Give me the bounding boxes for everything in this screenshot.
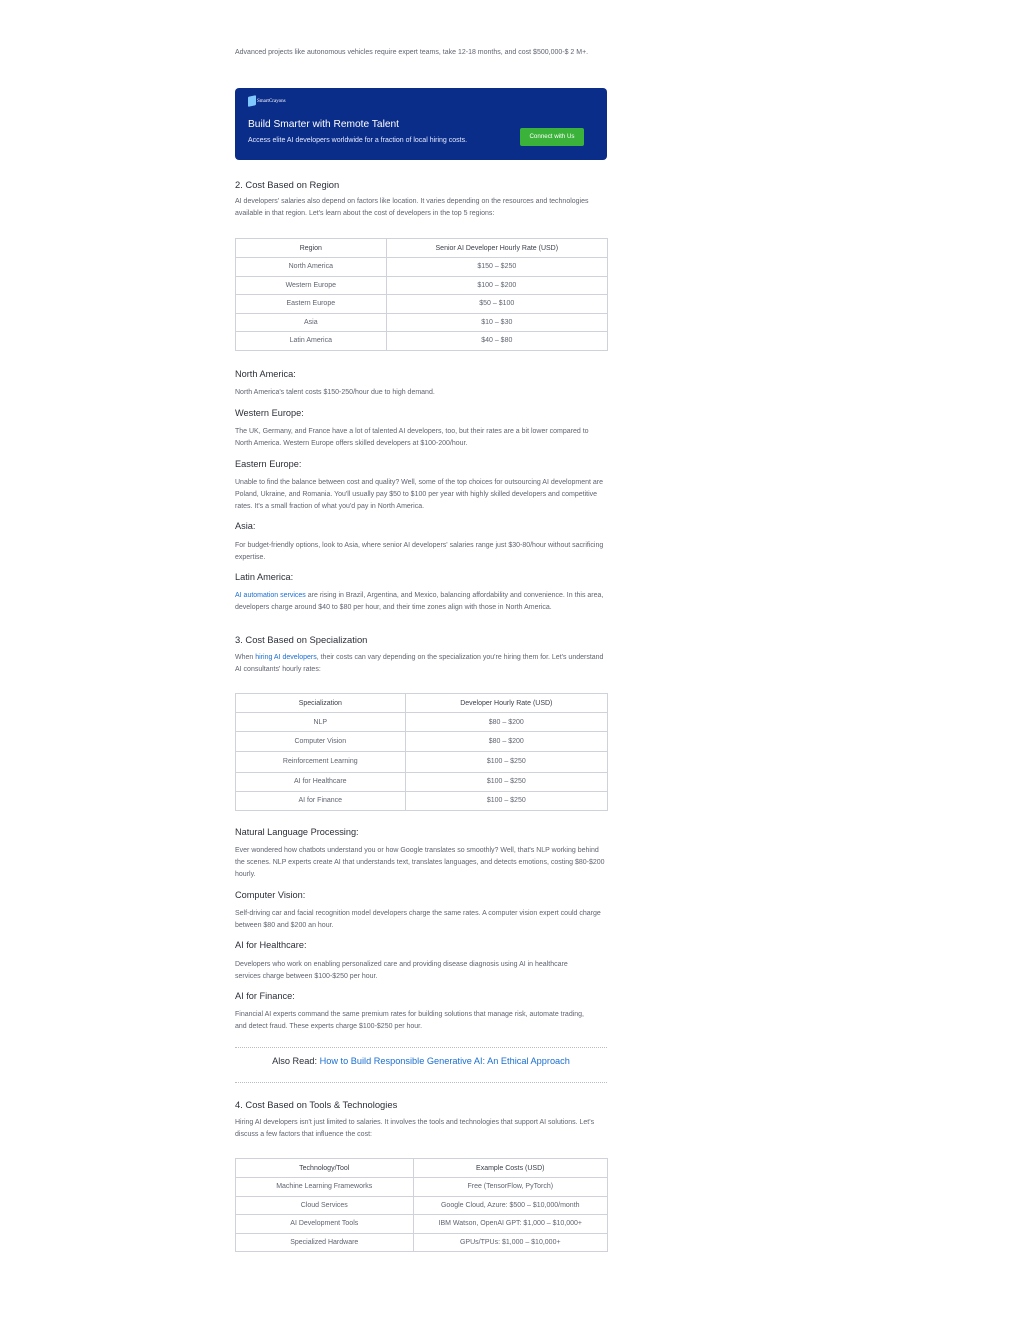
table-cell: $100 – $250 xyxy=(405,772,607,792)
spec-title-nlp: Natural Language Processing: xyxy=(235,827,359,837)
table-cell: $50 – $100 xyxy=(386,295,607,314)
table-row xyxy=(236,713,608,732)
table-row xyxy=(236,313,608,332)
logo-text: SmartCrayons xyxy=(257,98,286,104)
hiring-ai-developers-link[interactable]: hiring AI developers xyxy=(255,654,317,661)
section-heading-tools: 4. Cost Based on Tools & Technologies xyxy=(235,1099,398,1110)
table-row xyxy=(236,332,608,351)
spec-title-healthcare: AI for Healthcare: xyxy=(235,940,307,950)
table-header-row xyxy=(236,239,608,258)
connect-button[interactable]: Connect with Us xyxy=(520,128,584,146)
table-cell: $80 – $200 xyxy=(405,732,607,752)
table-row xyxy=(236,258,608,277)
table-row xyxy=(236,1196,608,1215)
intro-text: Advanced projects like autonomous vehicles require expert teams, take 12-18 months, and cost $500,000-$ 2 M+. xyxy=(235,49,589,56)
table-cell: Reinforcement Learning xyxy=(236,751,406,772)
table-cell: Western Europe xyxy=(236,276,387,295)
banner-text: Access elite AI developers worldwide for a fraction of local hiring costs. xyxy=(248,137,468,144)
also-read-link[interactable]: How to Build Responsible Generative AI: An Ethical Approach xyxy=(319,1056,570,1066)
table-cell: Asia xyxy=(236,313,387,332)
table-header-row xyxy=(236,1159,608,1178)
region-table xyxy=(235,238,608,351)
table-cell: Google Cloud, Azure: $500 – $10,000/month xyxy=(413,1196,607,1215)
table-header-cell: Example Costs (USD) xyxy=(413,1159,607,1178)
table-cell: $10 – $30 xyxy=(386,313,607,332)
table-cell: AI for Finance xyxy=(236,792,406,811)
spec-text-healthcare: Developers who work on enabling personalized care and providing disease diagnosis using AI in healthcare services charge between $100-$250 per hour. xyxy=(235,961,568,980)
section-region-text: AI developers' salaries also depend on factors like location. It varies depending on the resources and technologies available in that region. Let's learn about the cost of developers in the top 5 regions: xyxy=(235,198,589,217)
also-read-label: Also Read: xyxy=(272,1056,320,1066)
promo-banner xyxy=(235,88,607,160)
table-cell: GPUs/TPUs: $1,000 – $10,000+ xyxy=(413,1233,607,1252)
region-text-eastern-europe: Unable to find the balance between cost and quality? Well, some of the top choices for outsourcing AI development are Poland, Ukraine, and Romania. You'll usually pay $50 to $100 per year with highly skilled developers and competitive rates. It's a small fraction of what you'd pay in North America. xyxy=(235,479,603,510)
region-text-latin-america xyxy=(235,590,610,614)
table-header-row xyxy=(236,694,608,713)
table-cell: Latin America xyxy=(236,332,387,351)
table-header-cell: Technology/Tool xyxy=(236,1159,414,1178)
table-cell: Free (TensorFlow, PyTorch) xyxy=(413,1178,607,1197)
table-cell: $100 – $250 xyxy=(405,751,607,772)
region-text-asia: For budget-friendly options, look to Asia, where senior AI developers' salaries range just $30-80/hour without sacrificing expertise. xyxy=(235,542,604,561)
table-cell: IBM Watson, OpenAI GPT: $1,000 – $10,000+ xyxy=(413,1215,607,1234)
table-header-cell: Senior AI Developer Hourly Rate (USD) xyxy=(386,239,607,258)
table-cell: North America xyxy=(236,258,387,277)
table-cell: $100 – $200 xyxy=(386,276,607,295)
table-header-cell: Region xyxy=(236,239,387,258)
spec-text-finance: Financial AI experts command the same premium rates for building solutions that manage risk, automate trading, and detect fraud. These experts charge $100-$250 per hour. xyxy=(235,1011,585,1030)
table-cell: $150 – $250 xyxy=(386,258,607,277)
region-text-western-europe: The UK, Germany, and France have a lot of talented AI developers, too, but their rates are a bit lower compared to North America. Western Europe offers skilled developers at $100-200/hour. xyxy=(235,428,589,447)
tools-table xyxy=(235,1158,608,1252)
section-tools-text: Hiring AI developers isn't just limited to salaries. It involves the tools and technologies that support AI solutions. Let's discuss a few factors that influence the cost: xyxy=(235,1119,595,1138)
section-heading-specialization: 3. Cost Based on Specialization xyxy=(235,634,368,645)
spec-title-finance: AI for Finance: xyxy=(235,991,295,1001)
region-title-western-europe: Western Europe: xyxy=(235,408,304,418)
table-cell: AI Development Tools xyxy=(236,1215,414,1234)
table-cell: Cloud Services xyxy=(236,1196,414,1215)
table-row xyxy=(236,276,608,295)
table-header-cell: Developer Hourly Rate (USD) xyxy=(405,694,607,713)
section-heading-region: 2. Cost Based on Region xyxy=(235,179,340,190)
table-row xyxy=(236,1233,608,1252)
table-row xyxy=(236,1178,608,1197)
table-row xyxy=(236,751,608,772)
spec-title-computer-vision: Computer Vision: xyxy=(235,890,306,900)
brand-logo xyxy=(248,96,286,106)
table-cell: AI for Healthcare xyxy=(236,772,406,792)
table-row xyxy=(236,772,608,792)
table-cell: Specialized Hardware xyxy=(236,1233,414,1252)
ai-automation-services-link[interactable]: AI automation services xyxy=(235,592,306,599)
specialization-text-post: , their costs can vary depending on the specialization you're hiring them for. Let's understand AI consultants' hourly rates: xyxy=(235,654,604,673)
table-cell: $80 – $200 xyxy=(405,713,607,732)
table-cell: $40 – $80 xyxy=(386,332,607,351)
region-title-eastern-europe: Eastern Europe: xyxy=(235,459,302,469)
region-title-north-america: North America: xyxy=(235,369,296,379)
table-row xyxy=(236,732,608,752)
table-cell: Machine Learning Frameworks xyxy=(236,1178,414,1197)
table-cell: Computer Vision xyxy=(236,732,406,752)
table-cell: Eastern Europe xyxy=(236,295,387,314)
specialization-table xyxy=(235,693,608,811)
region-title-asia: Asia: xyxy=(235,521,256,531)
region-text-north-america: North America's talent costs $150-250/hour due to high demand. xyxy=(235,389,435,396)
spec-text-nlp: Ever wondered how chatbots understand you or how Google translates so smoothly? Well, that's NLP working behind the scenes. NLP experts create AI that understands text, translates languages, and detects emotions, costing $80-$200 hourly. xyxy=(235,847,605,878)
table-row xyxy=(236,792,608,811)
banner-title: Build Smarter with Remote Talent xyxy=(248,119,399,130)
specialization-text-pre: When xyxy=(235,654,256,661)
table-row xyxy=(236,1215,608,1234)
table-cell: $100 – $250 xyxy=(405,792,607,811)
region-text-latin-america-rest: are rising in Brazil, Argentina, and Mexico, balancing affordability and convenience. In this area, developers charge around $40 to $80 per hour, and their time zones align with those in North America. xyxy=(235,592,604,611)
table-header-cell: Specialization xyxy=(236,694,406,713)
region-title-latin-america: Latin America: xyxy=(235,572,294,582)
table-row xyxy=(236,295,608,314)
table-cell: NLP xyxy=(236,713,406,732)
logo-icon xyxy=(248,95,256,107)
spec-text-computer-vision: Self-driving car and facial recognition model developers charge the same rates. A computer vision expert could charge between $80 and $200 an hour. xyxy=(235,910,601,929)
section-specialization-text xyxy=(235,652,607,676)
also-read-box xyxy=(235,1047,607,1083)
